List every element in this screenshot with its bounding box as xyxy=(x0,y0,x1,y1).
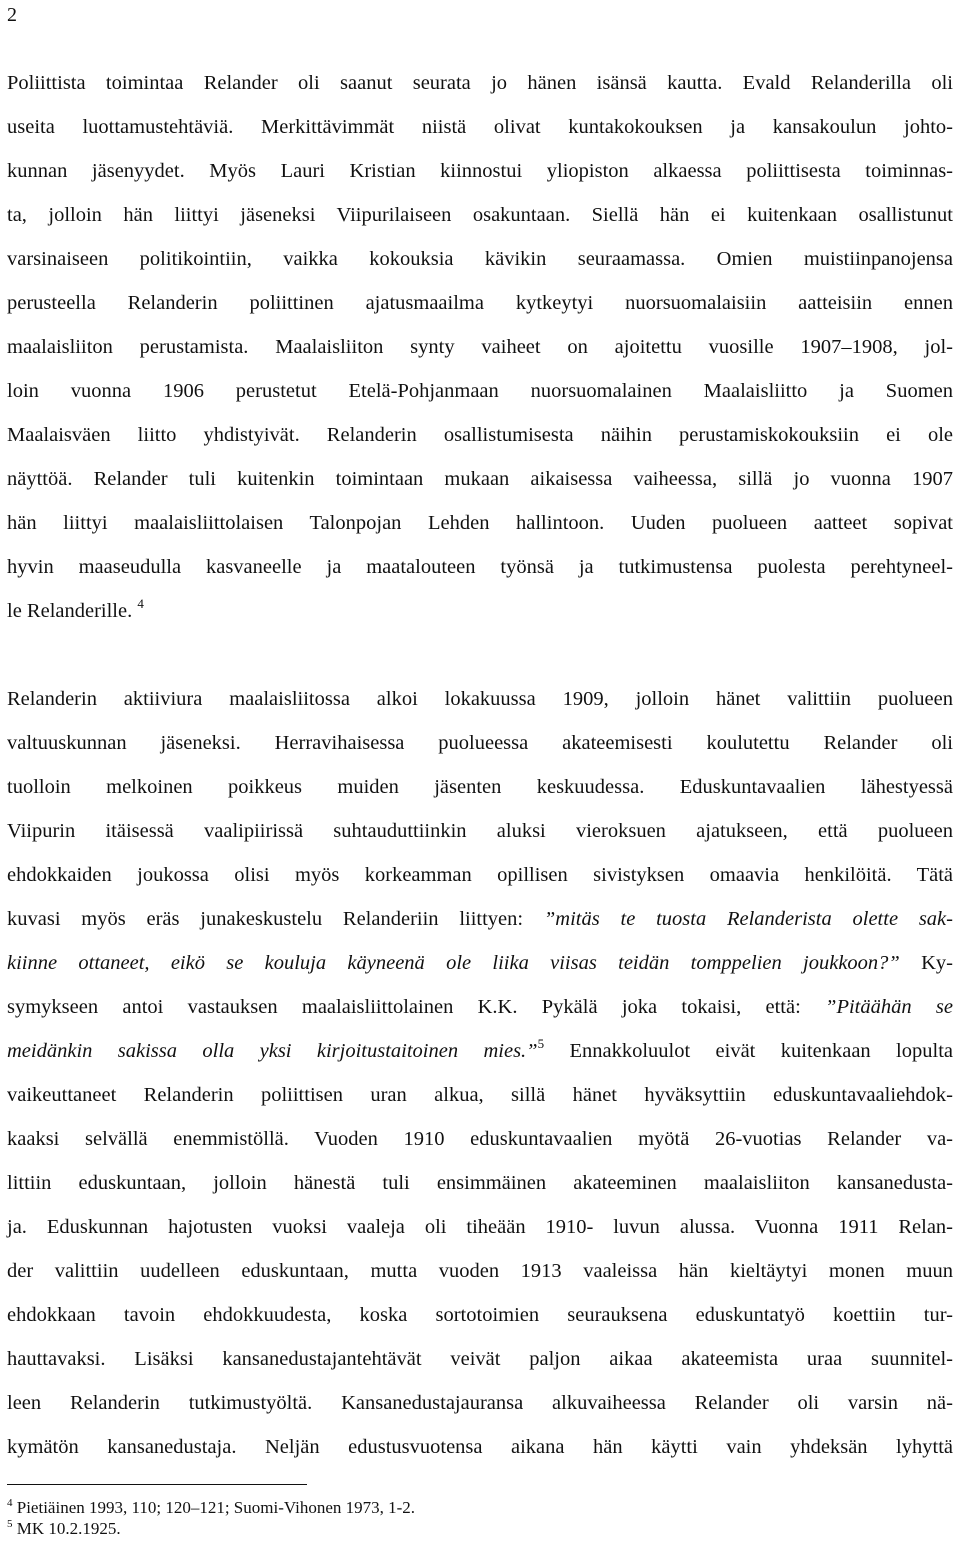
paragraph-line: useita luottamustehtäviä. Merkittävimmät niistä olivat kuntakokouksen ja kansakoulun johto- xyxy=(7,116,953,138)
paragraph-line xyxy=(7,994,953,1020)
quote-text: ”Pitäähän se xyxy=(825,996,953,1018)
paragraph-line: ehdokkaan tavoin ehdokkuudesta, koska sortotoimien seurauksena eduskuntatyö koettiin tur- xyxy=(7,1304,953,1326)
paragraph-line: leen Relanderin tutkimustyöltä. Kansanedustajauransa alkuvaiheessa Relander oli varsin nä- xyxy=(7,1392,953,1414)
paragraph-line: loin vuonna 1906 perustetut Etelä-Pohjanmaan nuorsuomalainen Maalaisliitto ja Suomen xyxy=(7,380,953,402)
paragraph-line: maalaisliiton perustamista. Maalaisliiton synty vaiheet on ajoitettu vuosille 1907–1908, jol- xyxy=(7,336,953,358)
paragraph-text: kuvasi myös eräs junakeskustelu Relanderiin liittyen: xyxy=(7,908,544,930)
quote-text: kiinne ottaneet, eikö se kouluja käyneenä ole liika viisas teidän tomppelien joukkoon?” xyxy=(7,952,900,974)
footnote-reference: 4 xyxy=(137,596,144,611)
paragraph-line: Viipurin itäisessä vaalipiirissä suhtauduttiinkin aluksi vieroksuen ajatukseen, että puolueen xyxy=(7,820,953,842)
paragraph-text: symykseen antoi vastauksen maalaisliittolainen K.K. Pykälä joka tokaisi, että: xyxy=(7,996,826,1018)
footnote-number: 5 xyxy=(7,1518,13,1530)
paragraph-line: der valittiin uudelleen eduskuntaan, mutta vuoden 1913 vaaleissa hän kieltäytyi monen muun xyxy=(7,1260,953,1282)
paragraph-line: ta, jolloin hän liittyi jäseneksi Viipurilaiseen osakuntaan. Siellä hän ei kuitenkaan osallistunut xyxy=(7,204,953,226)
footnote-text: Pietiäinen 1993, 110; 120–121; Suomi-Vihonen 1973, 1-2. xyxy=(16,1498,416,1517)
paragraph-text: Ky- xyxy=(899,952,953,974)
paragraph-line: littiin eduskuntaan, jolloin hänestä tuli ensimmäinen akateeminen maalaisliiton kansanedusta- xyxy=(7,1172,953,1194)
footnote xyxy=(7,1519,121,1541)
footnote-reference: 5 xyxy=(537,1036,545,1051)
paragraph-line xyxy=(7,950,953,976)
paragraph-last-line xyxy=(7,598,953,626)
paragraph-line: kymätön kansanedustaja. Neljän edustusvuotensa aikana hän käytti vain yhdeksän lyhyttä xyxy=(7,1436,953,1458)
paragraph-line: hauttavaksi. Lisäksi kansanedustajantehtävät veivät paljon aikaa akateemista uraa suunnitel- xyxy=(7,1348,953,1370)
footnote-text: MK 10.2.1925. xyxy=(16,1519,121,1538)
paragraph-line: Maalaisväen liitto yhdistyivät. Relanderin osallistumisesta näihin perustamiskokouksiin ei ole xyxy=(7,424,953,446)
paragraph-line: valtuuskunnan jäseneksi. Herravihaisessa puolueessa akateemisesti koulutettu Relander oli xyxy=(7,732,953,754)
paragraph-line: tuolloin melkoinen poikkeus muiden jäsenten keskuudessa. Eduskuntavaalien lähestyessä xyxy=(7,776,953,798)
paragraph-line xyxy=(7,1038,953,1066)
paragraph-text: Ennakkoluulot eivät kuitenkaan lopulta xyxy=(544,1040,953,1062)
footnote-divider xyxy=(7,1484,307,1485)
paragraph-text: le Relanderille. xyxy=(7,600,133,622)
paragraph-line: Relanderin aktiiviura maalaisliitossa alkoi lokakuussa 1909, jolloin hänet valittiin puolueen xyxy=(7,688,953,710)
paragraph-line: perusteella Relanderin poliittinen ajatusmaailma kytkeytyi nuorsuomalaisiin aatteisiin ennen xyxy=(7,292,953,314)
paragraph-line: vaikeuttaneet Relanderin poliittisen uran alkua, sillä hänet hyväksyttiin eduskuntavaaliehdok- xyxy=(7,1084,953,1106)
quote-text: meidänkin sakissa olla yksi kirjoitustaitoinen mies.” xyxy=(7,1040,538,1062)
paragraph-line: hän liittyi maalaisliittolaisen Talonpojan Lehden hallintoon. Uuden puolueen aatteet sopivat xyxy=(7,512,953,534)
paragraph-line: ehdokkaiden joukossa olisi myös korkeamman opillisen sivistyksen omaavia henkilöitä. Tätä xyxy=(7,864,953,886)
quote-text: ”mitäs te tuosta Relanderista olette sak- xyxy=(543,908,953,930)
footnote xyxy=(7,1498,415,1520)
paragraph-line xyxy=(7,906,953,932)
paragraph-line: kunnan jäsenyydet. Myös Lauri Kristian kiinnostui yliopiston alkaessa poliittisesta toiminnas- xyxy=(7,160,953,182)
footnote-number: 4 xyxy=(7,1497,13,1509)
paragraph-line: varsinaiseen politikointiin, vaikka kokouksia kävikin seuraamassa. Omien muistiinpanojensa xyxy=(7,248,953,270)
paragraph-line: kaaksi selvällä enemmistöllä. Vuoden 1910 eduskuntavaalien myötä 26-vuotias Relander va- xyxy=(7,1128,953,1150)
page-number: 2 xyxy=(7,4,17,26)
paragraph-line: ja. Eduskunnan hajotusten vuoksi vaaleja oli tiheään 1910- luvun alussa. Vuonna 1911 Relan- xyxy=(7,1216,953,1238)
paragraph-line: Poliittista toimintaa Relander oli saanut seurata jo hänen isänsä kautta. Evald Relanderilla oli xyxy=(7,72,953,94)
paragraph-line: hyvin maaseudulla kasvaneelle ja maatalouteen työnsä ja tutkimustensa puolesta perehtyneel- xyxy=(7,556,953,578)
paragraph-line: näyttöä. Relander tuli kuitenkin toimintaan mukaan aikaisessa vaiheessa, sillä jo vuonna 1907 xyxy=(7,468,953,490)
